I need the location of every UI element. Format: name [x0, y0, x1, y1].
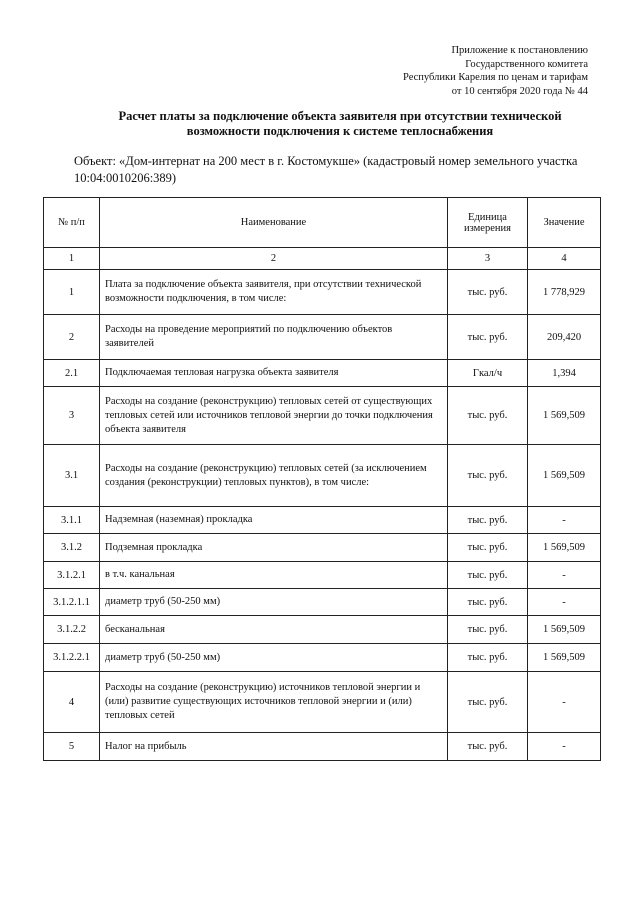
row-unit: тыс. руб.	[448, 672, 528, 733]
row-unit: тыс. руб.	[448, 644, 528, 672]
header-value: Значение	[528, 198, 601, 248]
table-row	[44, 733, 601, 761]
row-unit: тыс. руб.	[448, 507, 528, 534]
table-row	[44, 616, 601, 644]
row-num: 5	[44, 733, 100, 761]
row-value: 1,394	[528, 360, 601, 387]
row-num: 3.1.2.1.1	[44, 589, 100, 616]
row-value: -	[528, 507, 601, 534]
row-num: 3.1.2	[44, 534, 100, 562]
object-description: Объект: «Дом-интернат на 200 мест в г. Костомукше» (кадастровый номер земельного участка 10:04:0010206:389)	[74, 154, 578, 185]
table-row	[44, 445, 601, 507]
index-name: 2	[100, 248, 448, 270]
appendix-line-4: от 10 сентября 2020 года № 44	[451, 85, 588, 97]
table-row	[44, 387, 601, 445]
row-name: бесканальная	[100, 616, 448, 644]
row-value: 1 569,509	[528, 445, 601, 507]
table-row	[44, 315, 601, 360]
row-name: Расходы на создание (реконструкцию) источников тепловой энергии и (или) развитие существующих источников тепловой энергии и (или) тепловых сетей	[100, 672, 448, 733]
row-value: 209,420	[528, 315, 601, 360]
row-value: 1 569,509	[528, 387, 601, 445]
header-unit: Единица измерения	[448, 198, 528, 248]
row-unit: Гкал/ч	[448, 360, 528, 387]
title-line-2: возможности подключения к системе теплоснабжения	[186, 124, 494, 138]
index-value: 4	[528, 248, 601, 270]
row-unit: тыс. руб.	[448, 315, 528, 360]
row-unit: тыс. руб.	[448, 562, 528, 589]
row-name: Расходы на создание (реконструкцию) тепловых сетей от существующих тепловых сетей или источников тепловой энергии до точки подключения объекта заявителя	[100, 387, 448, 445]
row-num: 3.1.2.2	[44, 616, 100, 644]
index-unit: 3	[448, 248, 528, 270]
row-num: 4	[44, 672, 100, 733]
row-name: Подключаемая тепловая нагрузка объекта заявителя	[100, 360, 448, 387]
row-value: 1 778,929	[528, 270, 601, 315]
row-value: 1 569,509	[528, 644, 601, 672]
row-value: -	[528, 562, 601, 589]
row-value: 1 569,509	[528, 616, 601, 644]
row-value: 1 569,509	[528, 534, 601, 562]
row-num: 2.1	[44, 360, 100, 387]
table-row	[44, 507, 601, 534]
header-name: Наименование	[100, 198, 448, 248]
table-row	[44, 589, 601, 616]
index-num: 1	[44, 248, 100, 270]
row-num: 2	[44, 315, 100, 360]
title-line-1: Расчет платы за подключение объекта заявителя при отсутствии технической	[118, 109, 562, 123]
table-index-row	[44, 248, 601, 270]
row-name: диаметр труб (50-250 мм)	[100, 589, 448, 616]
row-name: в т.ч. канальная	[100, 562, 448, 589]
row-name: Подземная прокладка	[100, 534, 448, 562]
row-num: 3.1.2.1	[44, 562, 100, 589]
header-num: № п/п	[44, 198, 100, 248]
row-name: Расходы на создание (реконструкцию) тепловых сетей (за исключением создания (реконструкции) тепловых пунктов), в том числе:	[100, 445, 448, 507]
table-row	[44, 672, 601, 733]
row-unit: тыс. руб.	[448, 445, 528, 507]
table-row	[44, 644, 601, 672]
row-num: 3.1	[44, 445, 100, 507]
calculation-table	[43, 197, 601, 761]
table-row	[44, 270, 601, 315]
appendix-line-2: Государственного комитета	[465, 58, 588, 70]
row-num: 3.1.1	[44, 507, 100, 534]
table-row	[44, 360, 601, 387]
row-unit: тыс. руб.	[448, 733, 528, 761]
row-unit: тыс. руб.	[448, 616, 528, 644]
row-num: 3	[44, 387, 100, 445]
table-row	[44, 562, 601, 589]
row-name: Плата за подключение объекта заявителя, при отсутствии технической возможности подключения, в том числе:	[100, 270, 448, 315]
row-name: Надземная (наземная) прокладка	[100, 507, 448, 534]
appendix-line-1: Приложение к постановлению	[451, 45, 588, 56]
row-unit: тыс. руб.	[448, 534, 528, 562]
document-title	[60, 109, 620, 139]
row-name: диаметр труб (50-250 мм)	[100, 644, 448, 672]
row-num: 3.1.2.2.1	[44, 644, 100, 672]
table-row	[44, 534, 601, 562]
table-header-row	[44, 198, 601, 248]
row-unit: тыс. руб.	[448, 387, 528, 445]
row-unit: тыс. руб.	[448, 589, 528, 616]
appendix-block	[403, 44, 588, 98]
row-value: -	[528, 733, 601, 761]
row-name: Налог на прибыль	[100, 733, 448, 761]
row-num: 1	[44, 270, 100, 315]
row-name: Расходы на проведение мероприятий по подключению объектов заявителей	[100, 315, 448, 360]
appendix-line-3: Республики Карелия по ценам и тарифам	[403, 72, 588, 83]
row-value: -	[528, 672, 601, 733]
row-value: -	[528, 589, 601, 616]
row-unit: тыс. руб.	[448, 270, 528, 315]
